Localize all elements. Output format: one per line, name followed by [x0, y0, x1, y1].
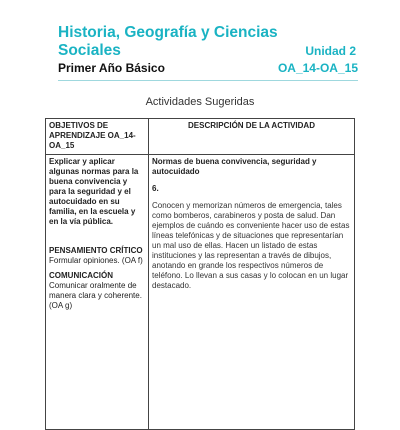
- description-column-header: DESCRIPCIÓN DE LA ACTIVIDAD: [149, 119, 355, 155]
- header-divider: [58, 80, 358, 81]
- grade-label: Primer Año Básico: [58, 61, 165, 75]
- skill2-title: COMUNICACIÓN: [49, 271, 113, 280]
- objective-text: Explicar y aplicar algunas normas para la buena convivencia y para la seguridad y el autocuidado en su familia, en la escuela y en la vía pública.: [49, 157, 139, 226]
- section-title: Actividades Sugeridas: [145, 96, 255, 108]
- document-header: [58, 24, 358, 75]
- table-row: [46, 155, 355, 430]
- activity-number: 6.: [152, 184, 159, 193]
- subject-title-row2: [58, 42, 358, 60]
- activity-description: Conocen y memorizan números de emergencia, tales como bomberos, carabineros y posta de salud. Dan ejemplos de cuándo es conveniente hacer uso de estas líneas telefónicas y de situaciones que representarían un mal uso de ellas. Hacen un listado de estas instituciones y las representan a través de dibujos, anotando en grande los respectivos números de teléfono. Lo llevan a sus casas y lo colocan en un lugar destacado.: [152, 201, 350, 290]
- objectives-column-header: OBJETIVOS DE APRENDIZAJE OA_14-OA_15: [46, 119, 149, 155]
- grade-row: [58, 61, 358, 75]
- table-header-row: [46, 119, 355, 155]
- objectives-cell: [46, 155, 149, 430]
- subject-title-line1: Historia, Geografía y Ciencias: [58, 24, 278, 41]
- activities-table: [45, 118, 355, 430]
- skill1-text: Formular opiniones. (OA f): [49, 256, 143, 265]
- description-cell: [149, 155, 355, 430]
- activity-title: Normas de buena convivencia, seguridad y autocuidado: [152, 157, 317, 176]
- subject-title-line2: Sociales: [58, 42, 121, 59]
- unit-label: Unidad 2: [305, 44, 356, 58]
- objective-code: OA_14-OA_15: [277, 61, 358, 75]
- skill1-title: PENSAMIENTO CRÍTICO: [49, 246, 143, 255]
- skill2-text: Comunicar oralmente de manera clara y coherente. (OA g): [49, 281, 142, 310]
